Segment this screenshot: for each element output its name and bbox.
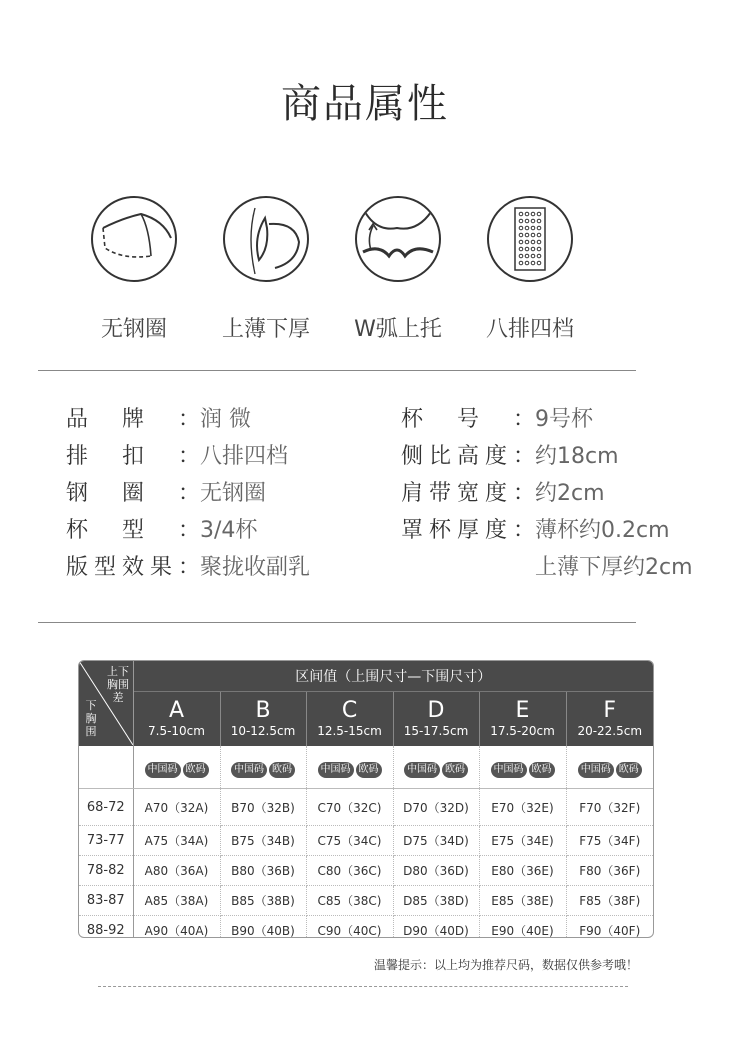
- table-corner: 上下 胸围 差 下 胸 围: [79, 661, 133, 746]
- cup-header-c: C 12.5-15cm: [306, 692, 393, 747]
- table-row: 68-72 A70（32A) B70（32B) C70（32C) D70（32D) E70（32E) F70（32F): [79, 789, 653, 826]
- cup-header-f: F 20-22.5cm: [566, 692, 653, 747]
- table-row: 73-77 A75（34A) B75（34B) C75（34C) D75（34D) E75（34E) F75（34F): [79, 826, 653, 856]
- attr-cup-type: 杯型：3/4杯: [66, 518, 258, 543]
- attr-wire: 钢圈：无钢圈: [66, 481, 267, 506]
- attr-effect: 版型效果：聚拢收副乳: [66, 555, 311, 580]
- eu-size-tag: 欧码: [529, 762, 555, 778]
- china-size-tag: 中国码: [145, 762, 181, 778]
- divider: [38, 370, 636, 371]
- range-header: 区间值（上围尺寸—下围尺寸）: [133, 661, 653, 692]
- eight-row-hook-icon: [487, 196, 573, 282]
- thin-top-thick-bottom-icon: [223, 196, 309, 282]
- w-arc-support-icon: [355, 196, 441, 282]
- china-size-tag: 中国码: [491, 762, 527, 778]
- feature-label: W弧上托: [354, 317, 442, 342]
- eu-size-tag: 欧码: [616, 762, 642, 778]
- table-row: 78-82 A80（36A) B80（36B) C80（36C) D80（36D) E80（36E) F80（36F): [79, 856, 653, 886]
- cup-header-b: B 10-12.5cm: [220, 692, 306, 747]
- china-size-tag: 中国码: [578, 762, 614, 778]
- dotted-divider: [98, 986, 628, 987]
- divider: [38, 622, 636, 623]
- attr-strap-width: 肩带宽度：约2cm: [401, 481, 605, 506]
- cup-header-e: E 17.5-20cm: [479, 692, 566, 747]
- china-size-tag: 中国码: [231, 762, 267, 778]
- china-size-tag: 中国码: [318, 762, 354, 778]
- attr-hook: 排扣：八排四档: [66, 444, 289, 469]
- table-row: 83-87 A85（38A) B85（38B) C85（38C) D85（38D) E85（38E) F85（38F): [79, 886, 653, 916]
- feature-label: 无钢圈: [100, 317, 167, 342]
- no-wire-icon: [91, 196, 177, 282]
- cup-header-a: A 7.5-10cm: [148, 698, 205, 738]
- china-size-tag: 中国码: [404, 762, 440, 778]
- table-row: 88-92 A90（40A) B90（40B) C90（40C) D90（40D) E90（40E) F90（40F): [79, 916, 653, 939]
- eu-size-tag: 欧码: [442, 762, 468, 778]
- attr-cup-number: 杯号：9号杯: [401, 407, 593, 432]
- size-table: [78, 660, 654, 938]
- cup-header-d: D 15-17.5cm: [393, 692, 479, 747]
- feature-no-wire: [79, 196, 189, 343]
- attr-brand: 品牌：润 微: [66, 407, 251, 432]
- tag-row: [79, 746, 653, 789]
- feature-thin-thick: [211, 196, 321, 343]
- attr-cup-thickness-2: 上薄下厚约2cm: [535, 555, 693, 580]
- feature-w-arc: [343, 196, 453, 343]
- eu-size-tag: 欧码: [183, 762, 209, 778]
- feature-eight-row: [475, 196, 585, 343]
- eu-size-tag: 欧码: [269, 762, 295, 778]
- tip-text: 温馨提示：以上均为推荐尺码，数据仅供参考哦！: [373, 958, 638, 972]
- feature-label: 上薄下厚: [221, 317, 310, 342]
- eu-size-tag: 欧码: [356, 762, 382, 778]
- page-title: 商品属性: [281, 81, 449, 127]
- attr-side-height: 侧比高度：约18cm: [401, 444, 619, 469]
- feature-label: 八排四档: [485, 317, 574, 342]
- attr-cup-thickness: 罩杯厚度：薄杯约0.2cm: [401, 518, 670, 543]
